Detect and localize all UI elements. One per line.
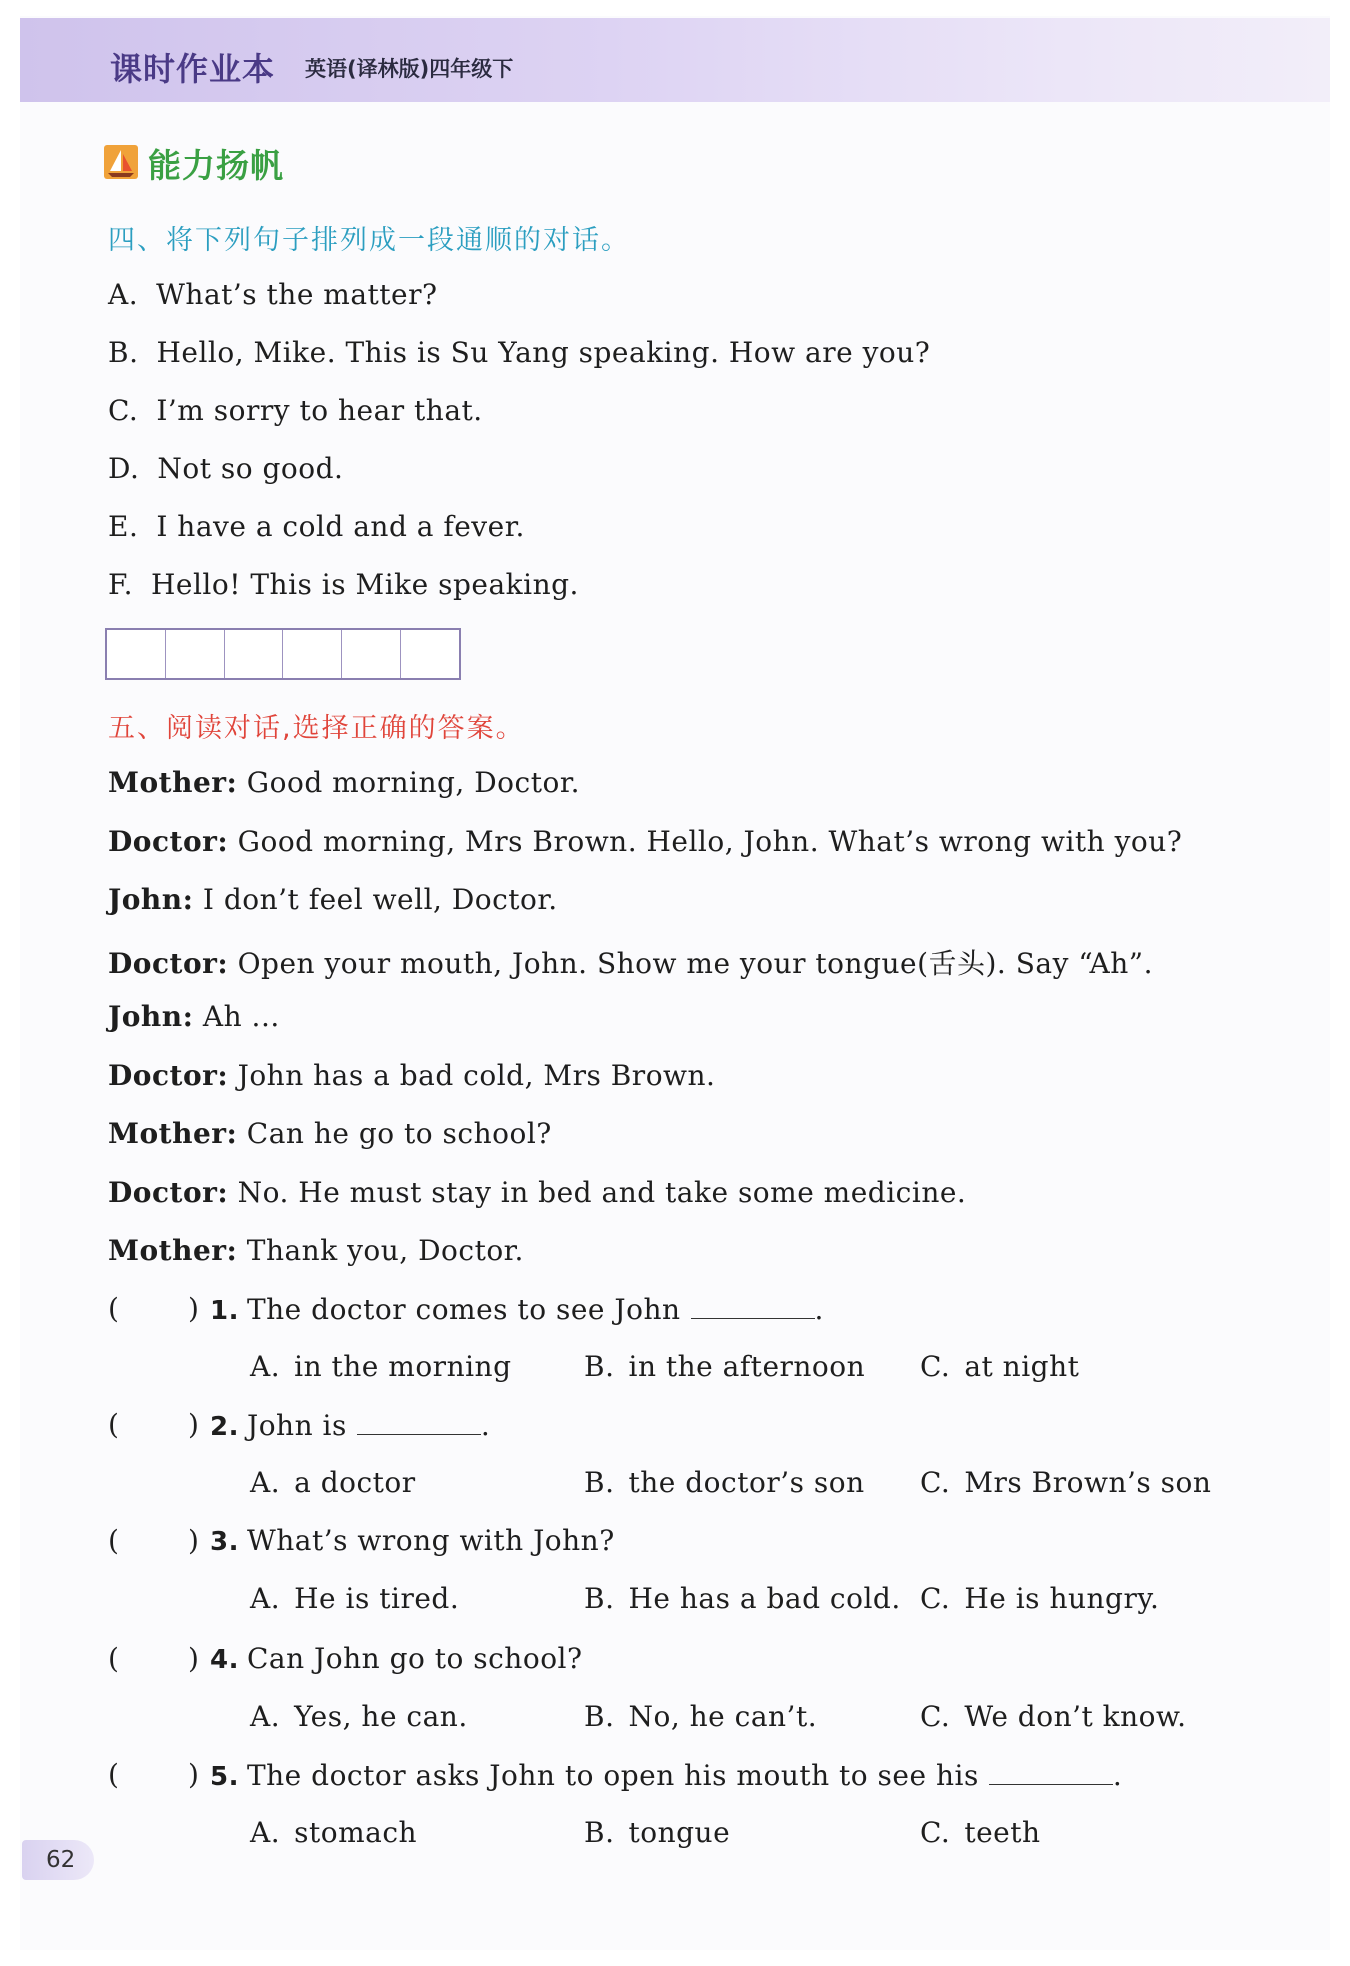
choice-letter: B. [584,1350,615,1383]
question-text [210,1292,824,1326]
speaker-name: Doctor: [108,825,229,858]
answer-paren[interactable] [108,1758,199,1791]
choice-letter: B. [584,1700,615,1733]
page-number: 62 [22,1840,94,1880]
choice-c[interactable] [920,1816,1041,1849]
dialogue-text: Good morning, Mrs Brown. Hello, John. What’s wrong with you? [228,825,1183,858]
question-end: . [480,1409,491,1442]
choice-letter: A. [250,1350,281,1383]
dialogue-text: No. He must stay in bed and take some medicine. [228,1176,967,1209]
option-letter: F. [108,568,133,601]
choice-text: a doctor [294,1466,416,1499]
question-text [210,1408,490,1442]
speaker-name: Mother: [108,766,238,799]
option-text: I’m sorry to hear that. [156,394,483,427]
question-number: 4. [210,1645,239,1675]
choice-a[interactable] [250,1816,417,1849]
q4-option [108,510,525,543]
dialogue-line [108,942,1153,982]
option-letter: D. [108,452,140,485]
answer-boxes[interactable] [105,628,461,680]
paren-open: ( [108,1408,119,1441]
option-letter: B. [108,336,139,369]
answer-paren[interactable] [108,1642,199,1675]
answer-box-cell[interactable] [342,630,401,678]
question-stem: John is [246,1409,347,1442]
option-text: I have a cold and a fever. [156,510,525,543]
paren-close: ) [188,1758,199,1791]
choice-c[interactable] [920,1582,1159,1615]
answer-blank[interactable] [989,1758,1113,1785]
answer-blank[interactable] [357,1408,481,1435]
dialogue-line [108,1000,280,1033]
question-end: . [814,1293,824,1326]
answer-box-cell[interactable] [401,630,459,678]
option-letter: A. [108,278,139,311]
choice-letter: A. [250,1700,281,1733]
dialogue-text: Open your mouth, John. Show me your tongue(舌头). Say “Ah”. [228,947,1153,980]
dialogue-text: Can he go to school? [237,1117,552,1150]
answer-box-cell[interactable] [166,630,225,678]
book-subtitle: 英语(译林版)四年级下 [305,57,514,81]
choice-letter: B. [584,1466,615,1499]
choice-text: He is tired. [294,1582,460,1615]
question-stem: What’s wrong with John? [246,1524,615,1557]
dialogue-text: John has a bad cold, Mrs Brown. [228,1059,716,1092]
choice-text: Yes, he can. [294,1700,468,1733]
q5-heading: 五、阅读对话,选择正确的答案。 [108,713,525,744]
choice-letter: C. [920,1700,951,1733]
answer-box-cell[interactable] [283,630,342,678]
choice-a[interactable] [250,1350,512,1383]
paren-close: ) [188,1292,199,1325]
answer-paren[interactable] [108,1524,199,1557]
question-stem: The doctor asks John to open his mouth to see his [246,1759,979,1792]
question-number: 3. [210,1527,239,1557]
choice-text: stomach [294,1816,418,1849]
paren-open: ( [108,1292,119,1325]
choice-text: We don’t know. [964,1700,1187,1733]
choice-letter: C. [920,1466,951,1499]
dialogue-text: I don’t feel well, Doctor. [193,883,558,916]
choice-text: tongue [628,1816,731,1849]
q4-option [108,452,343,485]
choice-text: Mrs Brown’s son [964,1466,1212,1499]
dialogue-text: Good morning, Doctor. [237,766,581,799]
choice-c[interactable] [920,1466,1211,1499]
choice-letter: C. [920,1350,951,1383]
choice-text: He has a bad cold. [628,1582,901,1615]
q4-option [108,394,483,427]
dialogue-line [108,1117,552,1150]
answer-box-cell[interactable] [107,630,166,678]
question-number: 5. [210,1762,239,1792]
choice-letter: A. [250,1816,281,1849]
choice-text: in the afternoon [628,1350,866,1383]
q4-heading: 四、将下列句子排列成一段通顺的对话。 [108,225,630,256]
option-text: Hello, Mike. This is Su Yang speaking. How are you? [156,336,931,369]
question-stem: Can John go to school? [246,1642,583,1675]
q4-option [108,336,930,369]
speaker-name: Mother: [108,1117,238,1150]
option-text: Hello! This is Mike speaking. [150,568,579,601]
question-stem: The doctor comes to see John [246,1293,681,1326]
choice-b[interactable] [584,1350,865,1383]
choice-text: He is hungry. [964,1582,1160,1615]
choice-letter: B. [584,1816,615,1849]
speaker-name: John: [108,1000,194,1033]
choice-b[interactable] [584,1582,901,1615]
dialogue-text: Thank you, Doctor. [237,1234,524,1267]
choice-text: No, he can’t. [628,1700,818,1733]
paren-close: ) [188,1642,199,1675]
question-end: . [1112,1759,1123,1792]
answer-box-cell[interactable] [225,630,284,678]
choice-c[interactable] [920,1350,1079,1383]
book-title: 课时作业本 [110,50,276,88]
choice-letter: A. [250,1466,281,1499]
dialogue-line [108,883,558,916]
option-text: Not so good. [157,452,344,485]
speaker-name: Mother: [108,1234,238,1267]
answer-paren[interactable] [108,1408,199,1441]
option-letter: E. [108,510,139,543]
dialogue-line [108,1176,966,1209]
dialogue-line [108,825,1182,858]
paren-close: ) [188,1524,199,1557]
dialogue-line [108,766,580,799]
choice-text: teeth [964,1816,1041,1849]
dialogue-line [108,1234,524,1267]
option-letter: C. [108,394,139,427]
choice-b[interactable] [584,1700,817,1733]
choice-text: at night [964,1350,1080,1383]
choice-a[interactable] [250,1700,468,1733]
speaker-name: Doctor: [108,1176,229,1209]
speaker-name: Doctor: [108,1059,229,1092]
q4-option [108,278,438,311]
answer-blank[interactable] [691,1292,815,1319]
choice-letter: C. [920,1582,951,1615]
choice-letter: B. [584,1582,615,1615]
question-text [210,1758,1122,1792]
paren-close: ) [188,1408,199,1441]
choice-c[interactable] [920,1700,1187,1733]
question-number: 2. [210,1412,239,1442]
dialogue-text: Ah ... [193,1000,280,1033]
choice-b[interactable] [584,1466,865,1499]
choice-b[interactable] [584,1816,730,1849]
speaker-name: Doctor: [108,947,229,980]
choice-letter: A. [250,1582,281,1615]
choice-a[interactable] [250,1582,459,1615]
answer-paren[interactable] [108,1292,199,1325]
question-number: 1. [210,1296,239,1326]
paren-open: ( [108,1758,119,1791]
option-text: What’s the matter? [156,278,438,311]
paren-open: ( [108,1642,119,1675]
speaker-name: John: [108,883,194,916]
question-text [210,1642,583,1675]
choice-text: in the morning [294,1350,512,1383]
dialogue-line [108,1059,715,1092]
section-title: 能力扬帆 [148,146,284,185]
question-text [210,1524,615,1557]
paren-open: ( [108,1524,119,1557]
choice-text: the doctor’s son [628,1466,865,1499]
sail-icon [104,145,138,179]
choice-a[interactable] [250,1466,416,1499]
q4-option [108,568,579,601]
choice-letter: C. [920,1816,951,1849]
